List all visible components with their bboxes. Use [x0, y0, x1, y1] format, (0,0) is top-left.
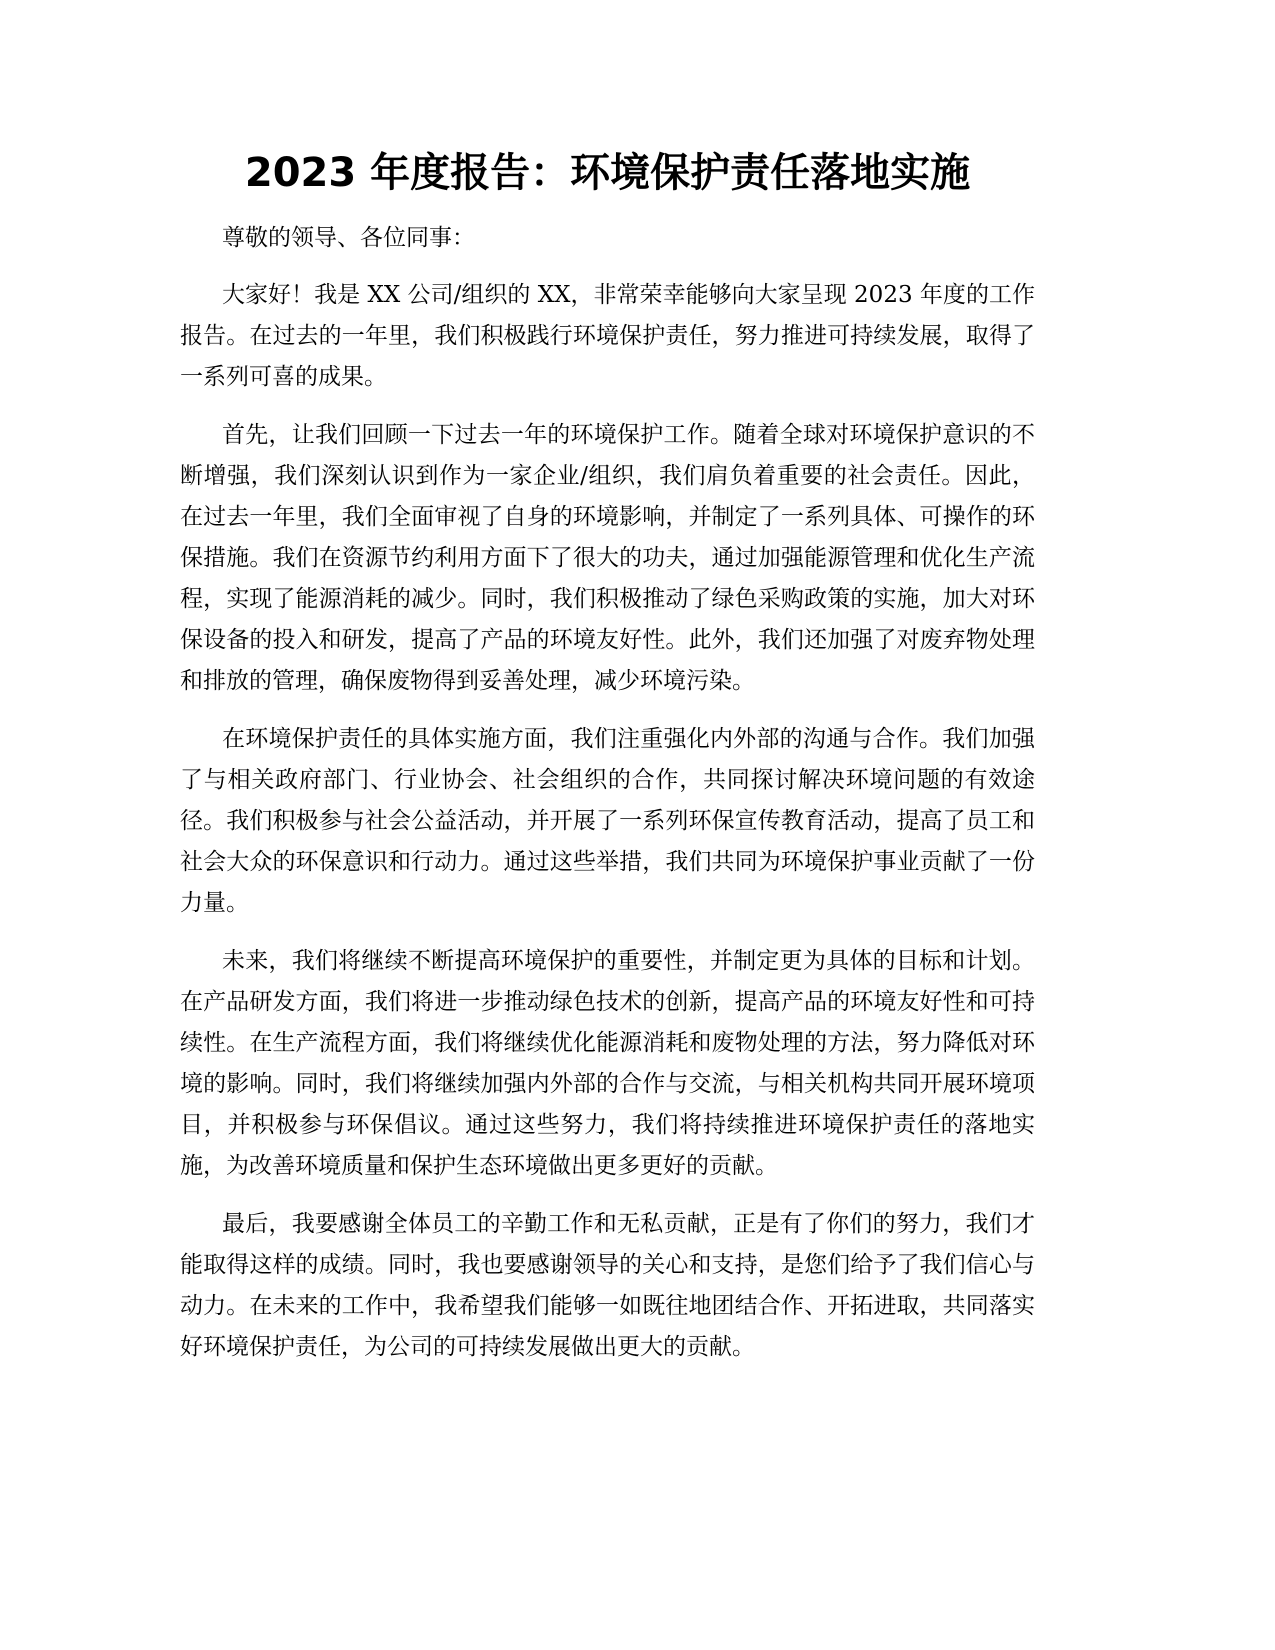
- paragraph-review: 首先，让我们回顾一下过去一年的环境保护工作。随着全球对环境保护意识的不断增强，我们深刻认识到作为一家企业/组织，我们肩负着重要的社会责任。因此，在过去一年里，我们全面审视了自身的环境影响，并制定了一系列具体、可操作的环保措施。我们在资源节约利用方面下了很大的功夫，通过加强能源管理和优化生产流程，实现了能源消耗的减少。同时，我们积极推动了绿色采购政策的实施，加大对环保设备的投入和研发，提高了产品的环境友好性。此外，我们还加强了对废弃物处理和排放的管理，确保废物得到妥善处理，减少环境污染。: [180, 422, 1035, 694]
- document-title: 2023 年度报告：环境保护责任落地实施: [244, 150, 971, 196]
- document-body: [180, 142, 1035, 1385]
- salutation: 尊敬的领导、各位同事：: [222, 225, 475, 251]
- paragraph-greeting: 大家好！我是 XX 公司/组织的 XX，非常荣幸能够向大家呈现 2023 年度的工作报告。在过去的一年里，我们积极践行环境保护责任，努力推进可持续发展，取得了一系列可喜的成果。: [180, 282, 1035, 390]
- paragraph-acknowledgements: 最后，我要感谢全体员工的辛勤工作和无私贡献，正是有了你们的努力，我们才能取得这样的成绩。同时，我也要感谢领导的关心和支持，是您们给予了我们信心与动力。在未来的工作中，我希望我们能够一如既往地团结合作、开拓进取，共同落实好环境保护责任，为公司的可持续发展做出更大的贡献。: [180, 1211, 1035, 1360]
- paragraph-implementation: 在环境保护责任的具体实施方面，我们注重强化内外部的沟通与合作。我们加强了与相关政府部门、行业协会、社会组织的合作，共同探讨解决环境问题的有效途径。我们积极参与社会公益活动，并开展了一系列环保宣传教育活动，提高了员工和社会大众的环保意识和行动力。通过这些举措，我们共同为环境保护事业贡献了一份力量。: [180, 726, 1035, 916]
- paragraph-future-plans: 未来，我们将继续不断提高环境保护的重要性，并制定更为具体的目标和计划。在产品研发方面，我们将进一步推动绿色技术的创新，提高产品的环境友好性和可持续性。在生产流程方面，我们将继续优化能源消耗和废物处理的方法，努力降低对环境的影响。同时，我们将继续加强内外部的合作与交流，与相关机构共同开展环境项目，并积极参与环保倡议。通过这些努力，我们将持续推进环境保护责任的落地实施，为改善环境质量和保护生态环境做出更多更好的贡献。: [180, 948, 1035, 1179]
